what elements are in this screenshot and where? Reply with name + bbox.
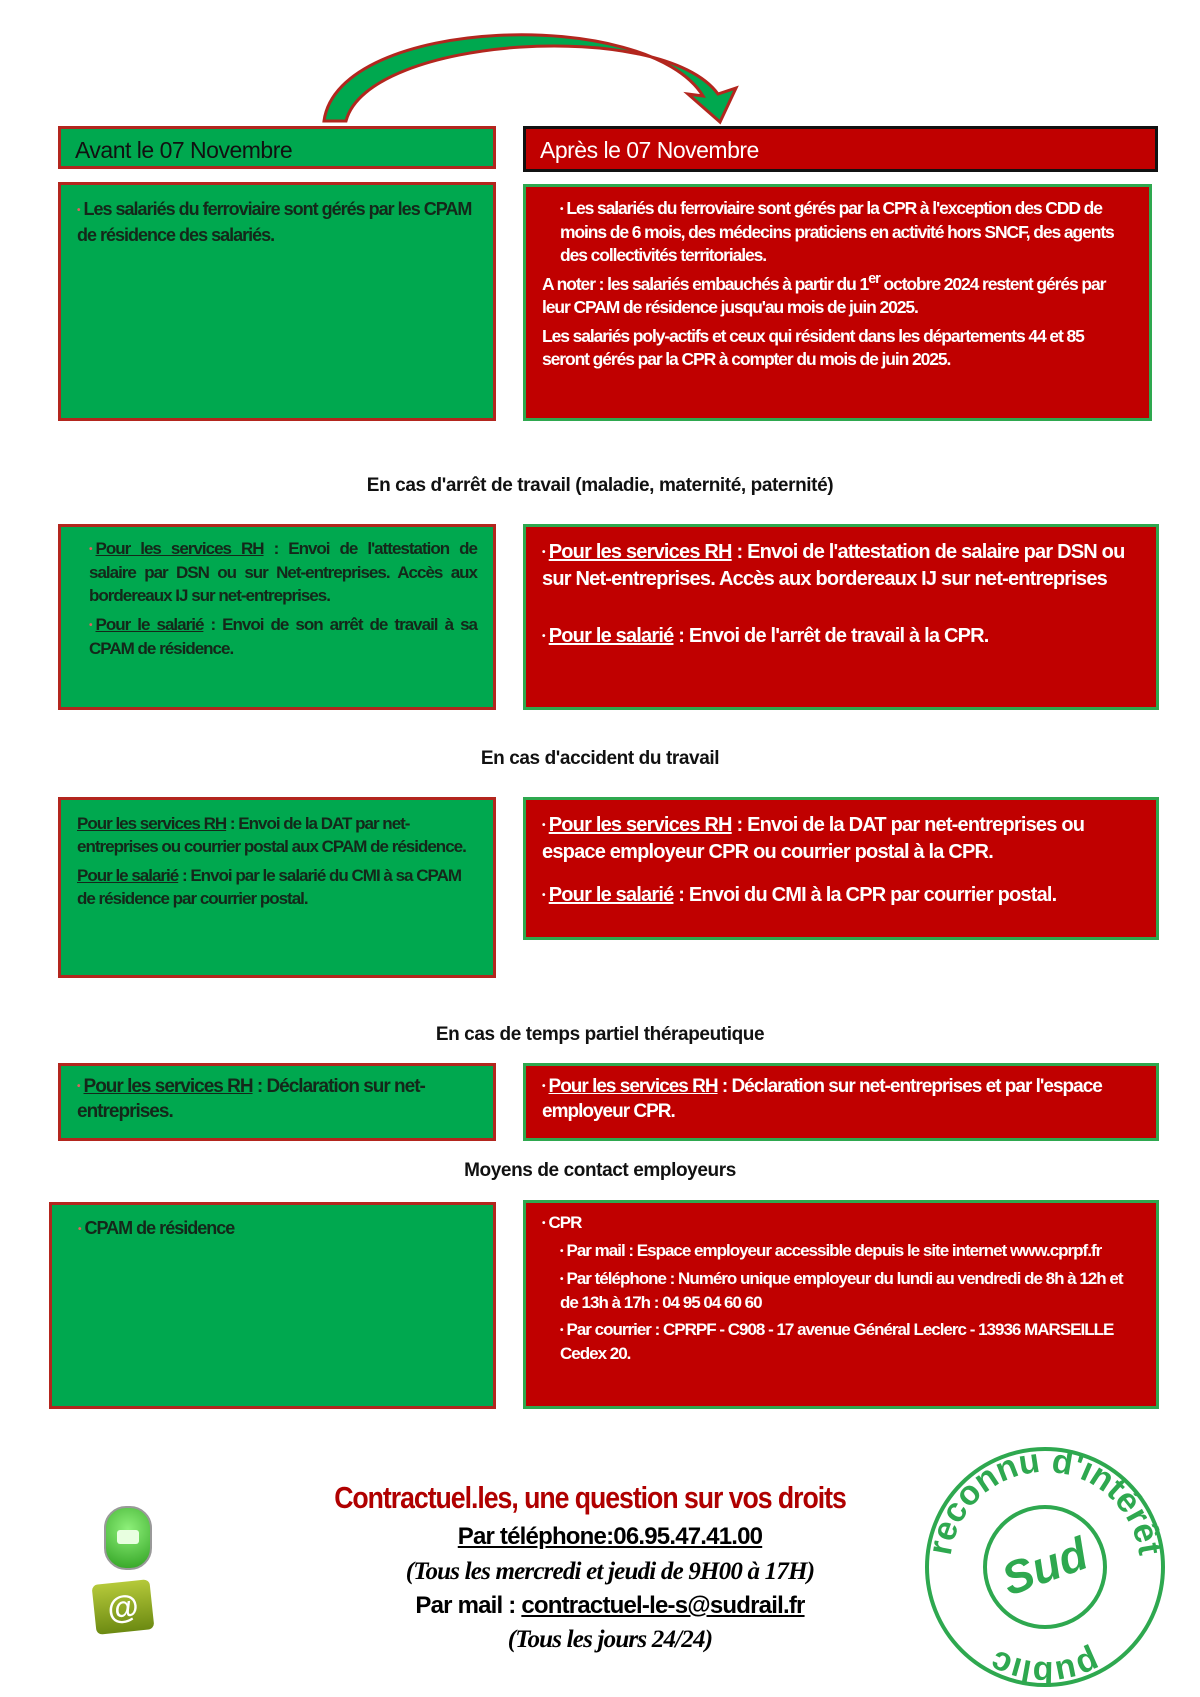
section-contact-after: • CPR • Par mail : Espace employeur accessible depuis le site internet www.cprpf.fr • Par téléphone : Numéro unique employeur du lundi au vendredi de 8h à 12h et de 13h à 17h : 04 95 04 60 60 • Par courrier : CPRPF - C908 - 17 avenue Général Leclerc - 13936 MARSEILLE Cedex 20. xyxy=(523,1200,1159,1409)
item-text: CPAM de résidence xyxy=(84,1218,235,1238)
stamp-center-text: Sud xyxy=(994,1526,1095,1606)
section-title-contact: Moyens de contact employeurs xyxy=(464,1160,736,1181)
footer-mail-link[interactable]: contractuel-le-s@sudrail.fr xyxy=(521,1592,805,1619)
section-tpt-after: • Pour les services RH : Déclaration sur net-entreprises et par l'espace employeur CPR. xyxy=(523,1063,1159,1141)
item-label: Pour le salarié xyxy=(548,625,674,648)
item-label: Pour le salarié xyxy=(95,615,204,635)
footer-phone-line xyxy=(330,1522,890,1552)
item-label: Pour les services RH xyxy=(548,814,732,836)
phone-icon xyxy=(104,1506,152,1570)
item-label: Pour les services RH xyxy=(83,1076,253,1097)
item-label: Pour le salarié xyxy=(548,884,674,907)
item-text: : Envoi de l'attestation de salaire par DSN ou sur Net-entreprises. Accès aux bordereaux IJ sur net-entreprises xyxy=(542,541,1125,591)
item-text: : Déclaration sur net-entreprises. xyxy=(77,1076,425,1123)
item-text: : Envoi par le salarié du CMI à sa CPAM de résidence par courrier postal. xyxy=(77,866,462,908)
item-text: : Envoi de son arrêt de travail à sa CPAM de résidence. xyxy=(89,615,477,659)
item-label: Pour les services RH xyxy=(548,1076,718,1097)
before-header: Avant le 07 Novembre xyxy=(58,126,496,169)
stamp-bottom-text: public xyxy=(984,1642,1106,1692)
section-title-tpt: En cas de temps partiel thérapeutique xyxy=(435,1024,765,1045)
svg-text:public xyxy=(985,1642,1106,1692)
contact-mail-postal: Par courrier : CPRPF - C908 - 17 avenue Général Leclerc - 13936 MARSEILLE Cedex 20. xyxy=(560,1320,1114,1364)
item-text: : Envoi de l'arrêt de travail à la CPR. xyxy=(673,625,989,648)
footer-mail-label: Par mail : xyxy=(415,1592,522,1619)
footer-mail-hours: (Tous les jours 24/24) xyxy=(507,1626,713,1653)
item-text: : Envoi du CMI à la CPR par courrier postal. xyxy=(673,884,1057,907)
sud-stamp-logo xyxy=(920,1442,1170,1692)
item-label: Pour les services RH xyxy=(548,541,732,563)
section-arret-after: • Pour les services RH : Envoi de l'attestation de salaire par DSN ou sur Net-entreprises. Accès aux bordereaux IJ sur net-entreprises • Pour le salarié : Envoi de l'arrêt de travail à la CPR. xyxy=(523,524,1159,710)
footer-headline: Contractuel.les, une question sur vos droits xyxy=(334,1480,846,1515)
after-intro-box: • Les salariés du ferroviaire sont gérés par la CPR à l'exception des CDD de moins de 6 mois, des médecins praticiens en activité hors SNCF, des agents des collectivités territoriales. A noter : les salariés embauchés à partir du 1er octobre 2024 restent gérés par leur CPAM de résidence jusqu'au mois de juin 2025. Les salariés poly-actifs et ceux qui résident dans les départements 44 et 85 seront gérés par la CPR à compter du mois de juin 2025. xyxy=(523,184,1152,421)
after-header: Après le 07 Novembre xyxy=(523,126,1158,172)
after-intro-p3: Les salariés poly-actifs et ceux qui résident dans les départements 44 et 85 seront gérés par la CPR à compter du mois de juin 2025. xyxy=(542,325,1084,369)
section-title-arret: En cas d'arrêt de travail (maladie, maternité, paternité) xyxy=(366,475,834,496)
section-tpt-before: • Pour les services RH : Déclaration sur net-entreprises. xyxy=(58,1063,496,1141)
after-intro-sup: er xyxy=(868,271,880,288)
after-intro-p2b: octobre 2024 restent gérés par leur CPAM de résidence jusqu'au mois de juin 2025. xyxy=(542,273,1106,317)
item-text: : Envoi de l'attestation de salaire par DSN ou sur Net-entreprises. Accès aux bordereaux IJ sur net-entreprises. xyxy=(89,539,477,606)
cpr-heading: CPR xyxy=(548,1213,582,1232)
item-label: Pour le salarié xyxy=(77,866,179,885)
email-icon: @ xyxy=(92,1579,155,1635)
section-title-accident: En cas d'accident du travail xyxy=(480,748,720,769)
item-text: : Déclaration sur net-entreprises et par l'espace employeur CPR. xyxy=(542,1076,1102,1123)
stamp-top-text: reconnu d'intérêt xyxy=(920,1442,1170,1558)
contact-mail: Par mail : Espace employeur accessible depuis le site internet www.cprpf.fr xyxy=(566,1241,1102,1261)
footer-phone-hours: (Tous les mercredi et jeudi de 9H00 à 17H) xyxy=(405,1558,815,1585)
item-text: : Envoi de la DAT par net-entreprises ou courrier postal aux CPAM de résidence. xyxy=(77,814,466,856)
section-accident-after: • Pour les services RH : Envoi de la DAT par net-entreprises ou espace employeur CPR ou courrier postal à la CPR. • Pour le salarié : Envoi du CMI à la CPR par courrier postal. xyxy=(523,797,1159,940)
before-intro-box: • Les salariés du ferroviaire sont gérés par les CPAM de résidence des salariés. xyxy=(58,182,496,421)
item-text: : Envoi de la DAT par net-entreprises ou espace employeur CPR ou courrier postal à la CPR. xyxy=(542,814,1085,864)
section-contact-before: • CPAM de résidence xyxy=(49,1202,496,1409)
curved-arrow-icon xyxy=(318,26,758,126)
after-intro-p1: Les salariés du ferroviaire sont gérés par la CPR à l'exception des CDD de moins de 6 mois, des médecins praticiens en activité hors SNCF, des agents des collectivités territoriales. xyxy=(560,198,1114,265)
item-label: Pour les services RH xyxy=(77,814,227,833)
item-label: Pour les services RH xyxy=(95,539,264,558)
before-intro-text: Les salariés du ferroviaire sont gérés par les CPAM de résidence des salariés. xyxy=(77,199,472,245)
footer-mail-line xyxy=(330,1591,890,1621)
section-accident-before xyxy=(58,797,496,978)
section-arret-before: • Pour les services RH : Envoi de l'attestation de salaire par DSN ou sur Net-entreprises. Accès aux bordereaux IJ sur net-entreprises. • Pour le salarié : Envoi de son arrêt de travail à sa CPAM de résidence. xyxy=(58,524,496,710)
contact-phone: Par téléphone : Numéro unique employeur du lundi au vendredi de 8h à 12h et de 13h à 17h : 04 95 04 60 60 xyxy=(560,1269,1123,1313)
after-intro-p2: A noter : les salariés embauchés à partir du 1 xyxy=(542,273,869,294)
footer-phone[interactable]: Par téléphone:06.95.47.41.00 xyxy=(457,1523,763,1550)
